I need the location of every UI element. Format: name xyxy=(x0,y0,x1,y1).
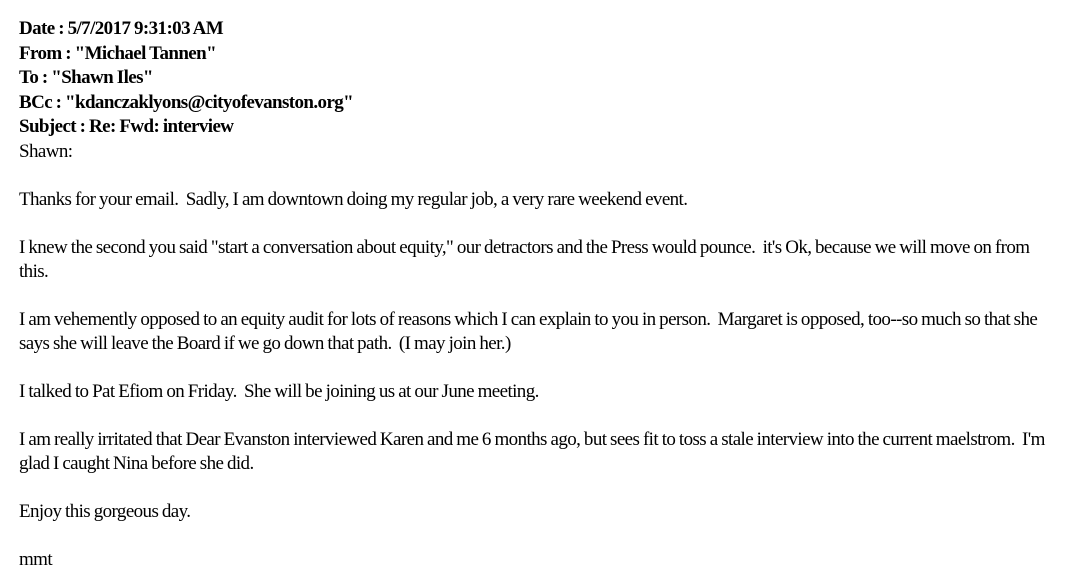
email-headers xyxy=(19,17,1059,140)
paragraph-4: I talked to Pat Efiom on Friday. She will be joining us at our June meeting. xyxy=(19,380,539,402)
signature: mmt xyxy=(19,548,53,570)
paragraph-6: Enjoy this gorgeous day. xyxy=(19,500,191,522)
paragraph-gap xyxy=(19,476,1059,500)
email-message xyxy=(19,17,1059,572)
email-body xyxy=(19,140,1059,572)
from-line: From : "Michael Tannen" xyxy=(19,42,217,64)
paragraph-gap xyxy=(19,284,1059,308)
paragraph-gap xyxy=(19,524,1059,548)
greeting: Shawn: xyxy=(19,140,73,162)
to-line: To : "Shawn Iles" xyxy=(19,67,153,88)
paragraph-gap xyxy=(19,404,1059,428)
paragraph-3: I am vehemently opposed to an equity audit for lots of reasons which I can explain to you in person. Margaret is opposed, too--so much so that she says she will leave the Board if we go down that path. (I may join her.) xyxy=(19,308,1041,354)
date-line: Date : 5/7/2017 9:31:03 AM xyxy=(19,18,224,39)
paragraph-2: I knew the second you said "start a conversation about equity," our detractors and the Press would pounce. it's Ok, because we will move on from this. xyxy=(19,236,1034,282)
paragraph-gap xyxy=(19,212,1059,236)
paragraph-gap xyxy=(19,356,1059,380)
bcc-line: BCc : "kdanczaklyons@cityofevanston.org" xyxy=(19,91,354,113)
paragraph-5: I am really irritated that Dear Evanston interviewed Karen and me 6 months ago, but sees fit to toss a stale interview into the current maelstrom. I'm glad I caught Nina before she did. xyxy=(19,428,1049,474)
paragraph-1: Thanks for your email. Sadly, I am downtown doing my regular job, a very rare weekend event. xyxy=(19,188,688,210)
subject-line: Subject : Re: Fwd: interview xyxy=(19,116,234,137)
paragraph-gap xyxy=(19,164,1059,188)
